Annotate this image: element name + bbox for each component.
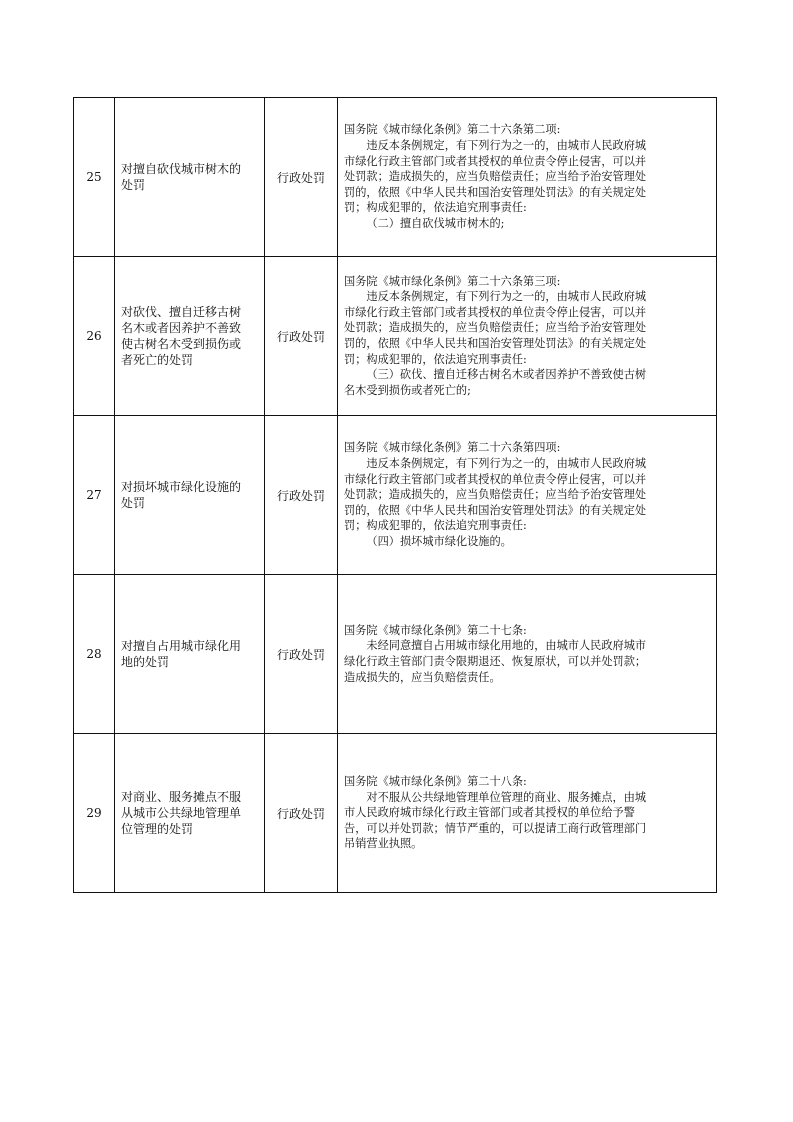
legal-basis-line: 罚；构成犯罪的，依法追究刑事责任:: [344, 201, 527, 215]
legal-basis-line: 处罚款；造成损失的，应当负赔偿责任；应当给予治安管理处: [344, 321, 647, 335]
legal-basis-line: 罚；构成犯罪的，依法追究刑事责任:: [344, 519, 527, 533]
penalty-type-cell: 行政处罚: [265, 98, 338, 257]
legal-basis-cell: [338, 575, 717, 734]
row-number: 27: [74, 416, 115, 575]
legal-basis-line: 违反本条例规定，有下列行为之一的，由城市人民政府城: [366, 290, 647, 304]
legal-basis-cell: [338, 416, 717, 575]
legal-basis-line: 国务院《城市绿化条例》第二十六条第四项:: [344, 441, 561, 455]
legal-basis-line: 告，可以并处罚款；情节严重的，可以提请工商行政管理部门: [344, 821, 647, 835]
table-row: [74, 257, 717, 416]
penalty-item-line: 名木或者因养护不善致: [121, 321, 242, 335]
legal-basis-line: 未经同意擅自占用城市绿化用地的，由城市人民政府城市: [366, 639, 647, 653]
penalty-item-cell: [115, 575, 265, 734]
penalty-item-cell: [115, 734, 265, 893]
penalty-type-cell: 行政处罚: [265, 575, 338, 734]
legal-basis-line: （二）擅自砍伐城市树木的;: [366, 216, 505, 230]
table-row: [74, 416, 717, 575]
legal-basis-line: （三）砍伐、擅自迁移古树名木或者因养护不善致使古树: [366, 368, 647, 382]
penalty-item-cell: [115, 98, 265, 257]
penalty-item-line: 对商业、服务摊点不服: [121, 790, 242, 804]
legal-basis-line: 罚的，依照《中华人民共和国治安管理处罚法》的有关规定处: [344, 503, 647, 517]
legal-basis-line: 市绿化行政主管部门或者其授权的单位责令停止侵害，可以并: [344, 154, 647, 168]
legal-basis-line: 对不服从公共绿地管理单位管理的商业、服务摊点，由城: [366, 790, 647, 804]
penalty-item-line: 使古树名木受到损伤或: [121, 337, 242, 351]
legal-basis-line: 国务院《城市绿化条例》第二十八条:: [344, 775, 527, 789]
row-number: 25: [74, 98, 115, 257]
penalty-item-cell: [115, 257, 265, 416]
legal-basis-line: 违反本条例规定，有下列行为之一的，由城市人民政府城: [366, 457, 647, 471]
table-row: [74, 575, 717, 734]
table-row: [74, 98, 717, 257]
penalty-item-line: 处罚: [121, 178, 146, 192]
legal-basis-cell: [338, 734, 717, 893]
legal-basis-line: 违反本条例规定，有下列行为之一的，由城市人民政府城: [366, 139, 647, 153]
legal-basis-line: 国务院《城市绿化条例》第二十七条:: [344, 623, 527, 637]
legal-basis-line: 罚的，依照《中华人民共和国治安管理处罚法》的有关规定处: [344, 337, 647, 350]
penalty-item-cell: [115, 416, 265, 575]
legal-basis-line: 市人民政府城市绿化行政主管部门或者其授权的单位给予警: [344, 806, 635, 820]
penalty-item-line: 位管理的处罚: [121, 822, 194, 836]
table-row: [74, 734, 717, 893]
penalty-items-table: [73, 97, 717, 893]
penalty-item-line: 对擅自占用城市绿化用: [121, 639, 242, 653]
penalty-item-line: 地的处罚: [121, 655, 170, 669]
legal-basis-line: （四）损坏城市绿化设施的。: [366, 534, 512, 548]
penalty-item-line: 者死亡的处罚: [121, 353, 194, 367]
legal-basis-cell: [338, 98, 717, 257]
legal-basis-line: 罚；构成犯罪的，依法追究刑事责任:: [344, 352, 527, 366]
penalty-item-line: 对损坏城市绿化设施的: [121, 480, 242, 494]
legal-basis-line: 国务院《城市绿化条例》第二十六条第二项:: [344, 123, 561, 137]
row-number: 29: [74, 734, 115, 893]
legal-basis-line: 造成损失的，应当负赔偿责任。: [344, 670, 501, 684]
legal-basis-line: 市绿化行政主管部门或者其授权的单位责令停止侵害，可以并: [344, 472, 647, 486]
legal-basis-line: 绿化行政主管部门责令限期退还、恢复原状，可以并处罚款；: [344, 655, 647, 668]
penalty-item-line: 处罚: [121, 496, 146, 510]
penalty-type-cell: 行政处罚: [265, 734, 338, 893]
row-number: 28: [74, 575, 115, 734]
legal-basis-line: 名木受到损伤或者死亡的;: [344, 383, 471, 397]
penalty-type-cell: 行政处罚: [265, 257, 338, 416]
legal-basis-line: 国务院《城市绿化条例》第二十六条第三项:: [344, 274, 561, 288]
legal-basis-line: 吊销营业执照。: [344, 837, 423, 851]
legal-basis-line: 处罚款；造成损失的，应当负赔偿责任；应当给予治安管理处: [344, 488, 647, 502]
penalty-type-cell: 行政处罚: [265, 416, 338, 575]
legal-basis-cell: [338, 257, 717, 416]
penalty-item-line: 对擅自砍伐城市树木的: [121, 162, 242, 176]
legal-basis-line: 罚的，依照《中华人民共和国治安管理处罚法》的有关规定处: [344, 185, 647, 199]
legal-basis-line: 市绿化行政主管部门或者其授权的单位责令停止侵害，可以并: [344, 305, 647, 319]
penalty-item-line: 对砍伐、擅自迁移古树: [121, 305, 242, 319]
legal-basis-line: 处罚款；造成损失的，应当负赔偿责任；应当给予治安管理处: [344, 170, 647, 184]
row-number: 26: [74, 257, 115, 416]
penalty-item-line: 从城市公共绿地管理单: [121, 806, 242, 820]
table-body: [74, 98, 717, 893]
